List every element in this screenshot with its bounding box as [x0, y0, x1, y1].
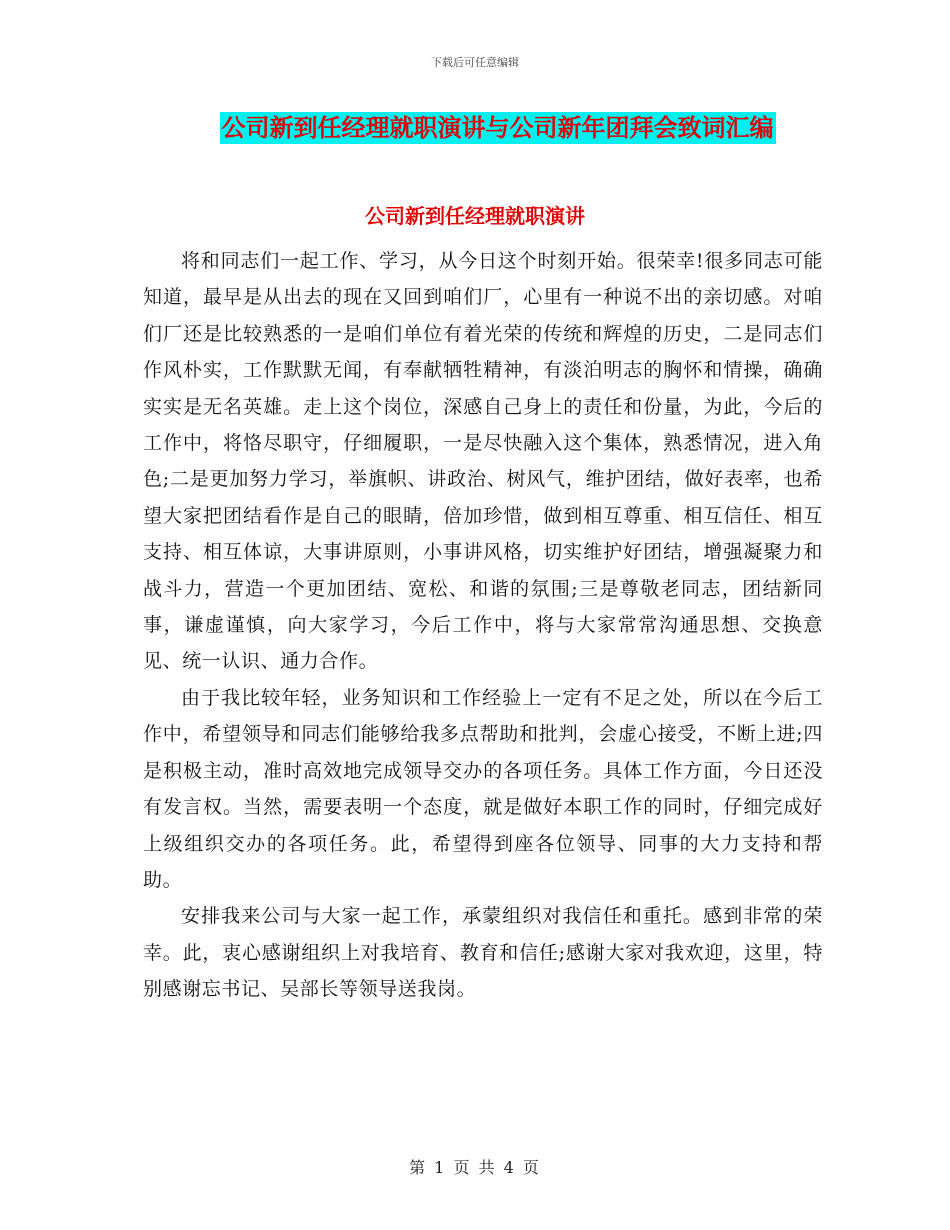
paragraph: 由于我比较年轻，业务知识和工作经验上一定有不足之处，所以在今后工作中，希望领导和同志们能够给我多点帮助和批判，会虚心接受，不断上进;四是积极主动，准时高效地完成领导交办的各项任务。具体工作方面，今日还没有发言权。当然，需要表明一个态度，就是做好本职工作的同时，仔细完成好上级组织交办的各项任务。此，希望得到座各位领导、同事的大力支持和帮助。 [143, 686, 823, 891]
document-title: 公司新到任经理就职演讲与公司新年团拜会致词汇编 [221, 114, 774, 142]
section-title: 公司新到任经理就职演讲 [365, 204, 585, 228]
header-note: 下载后可任意编辑 [431, 56, 519, 69]
paragraph: 安排我来公司与大家一起工作，承蒙组织对我信任和重托。感到非常的荣幸。此，衷心感谢组织上对我培育、教育和信任;感谢大家对我欢迎，这里，特别感谢忘书记、吴部长等领导送我岗。 [143, 905, 823, 1001]
document-title-wrap [0, 112, 950, 144]
document-body [143, 243, 823, 1008]
page-number: 第 1 页 共 4 页 [409, 1158, 541, 1177]
paragraph: 将和同志们一起工作、学习，从今日这个时刻开始。很荣幸!很多同志可能知道，最早是从出去的现在又回到咱们厂，心里有一种说不出的亲切感。对咱们厂还是比较熟悉的一是咱们单位有着光荣的传统和辉煌的历史，二是同志们作风朴实，工作默默无闻，有奉献牺牲精神，有淡泊明志的胸怀和情操，确确实实是无名英雄。走上这个岗位，深感自己身上的责任和份量，为此，今后的工作中，将恪尽职守，仔细履职，一是尽快融入这个集体，熟悉情况，进入角色;二是更加努力学习，举旗帜、讲政治、树风气，维护团结，做好表率，也希望大家把团结看作是自己的眼睛，倍加珍惜，做到相互尊重、相互信任、相互支持、相互体谅，大事讲原则，小事讲风格，切实维护好团结，增强凝聚力和战斗力，营造一个更加团结、宽松、和谐的氛围;三是尊敬老同志，团结新同事，谦虚谨慎，向大家学习，今后工作中，将与大家常常沟通思想、交换意见、统一认识、通力合作。 [143, 250, 823, 673]
